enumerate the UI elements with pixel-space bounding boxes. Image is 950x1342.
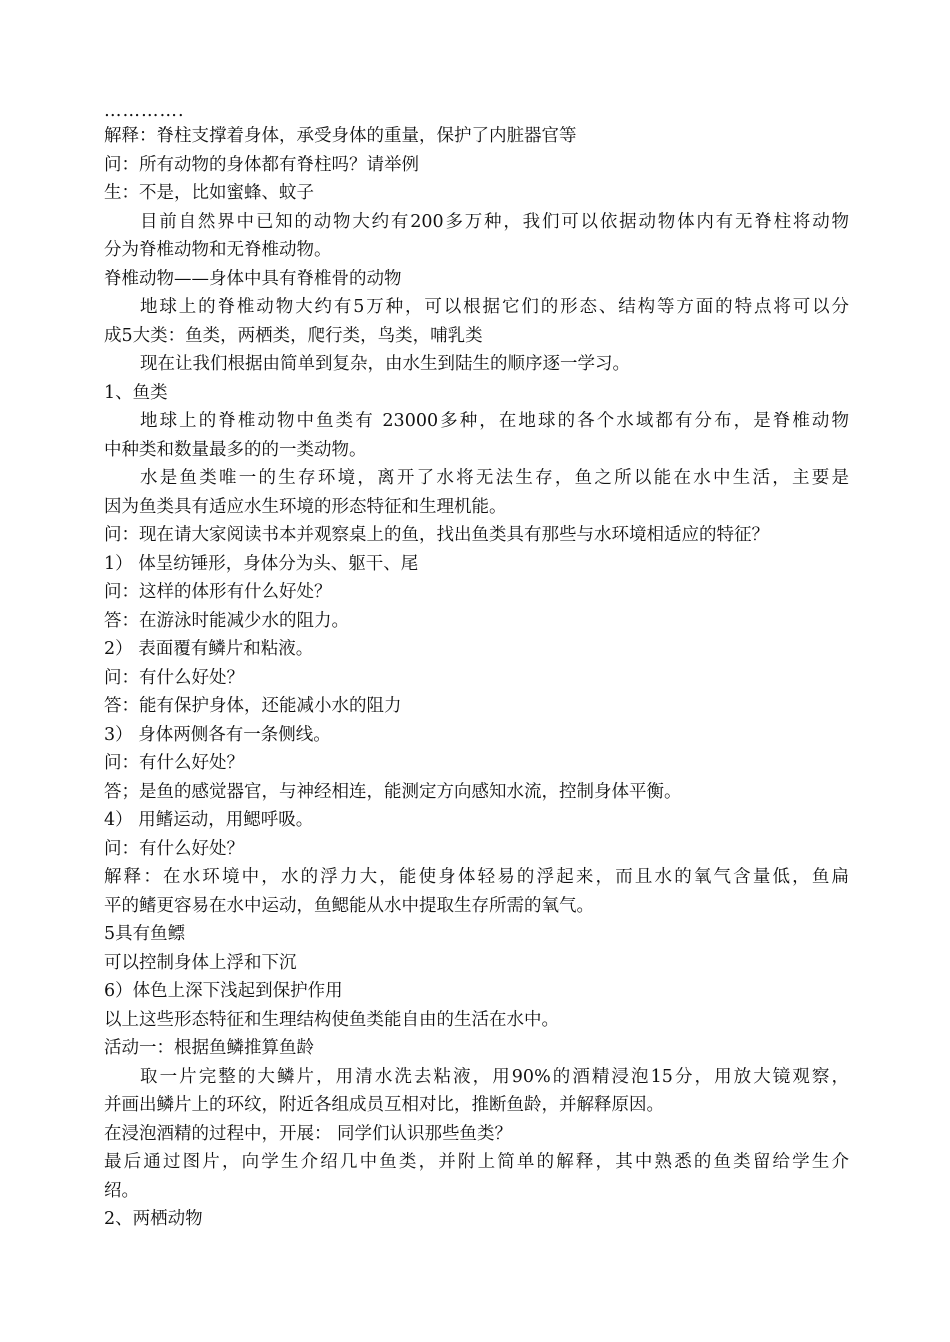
text-line: 5具有鱼鳔: [104, 924, 186, 944]
paragraph-line: 因为鱼类具有适应水生环境的形态特征和生理机能。: [104, 496, 507, 517]
text-line: 脊椎动物——身体中具有脊椎骨的动物: [104, 268, 402, 289]
list-item: 4） 用鳍运动，用鳃呼吸。: [104, 810, 314, 830]
paragraph-line: 分为脊椎动物和无脊椎动物。: [104, 240, 332, 260]
paragraph-line: 绍。: [104, 1180, 139, 1201]
paragraph-line: 水是鱼类唯一的生存环境，离开了水将无法生存，鱼之所以能在水中生活，主要是: [140, 468, 849, 488]
text-line: 问：这样的体形有什么好处？: [104, 582, 332, 602]
text-line: 以上这些形态特征和生理结构使鱼类能自由的生活在水中。: [104, 1009, 559, 1030]
paragraph-line: 并画出鳞片上的环纹，附近各组成员互相对比，推断鱼龄，并解释原因。: [104, 1095, 664, 1115]
text-line: 问：有什么好处？: [104, 667, 244, 688]
text-line: 答；是鱼的感觉器官，与神经相连，能测定方向感知水流，控制身体平衡。: [104, 781, 682, 802]
paragraph-line: 成5大类：鱼类，两栖类，爬行类，鸟类，哺乳类: [104, 325, 483, 346]
paragraph-line: 现在让我们根据由简单到复杂，由水生到陆生的顺序逐一学习。: [140, 354, 630, 374]
text-line: 生：不是，比如蜜蜂、蚊子: [104, 183, 314, 203]
paragraph-line: 地球上的脊椎动物大约有5万种，可以根据它们的形态、结构等方面的特点将可以分: [140, 297, 849, 317]
section-heading: 1、鱼类: [104, 382, 168, 403]
text-line: 6）体色上深下浅起到保护作用: [104, 981, 343, 1001]
text-line: 答：能有保护身体，还能减小水的阻力: [104, 696, 402, 716]
list-item: 1） 体呈纺锤形，身体分为头、躯干、尾: [104, 553, 419, 574]
text-line: 活动一：根据鱼鳞推算鱼龄: [104, 1038, 314, 1058]
paragraph-line: 目前自然界中已知的动物大约有200多万种，我们可以依据动物体内有无脊柱将动物: [140, 211, 849, 232]
paragraph-line: 最后通过图片，向学生介绍几中鱼类，并附上简单的解释，其中熟悉的鱼类留给学生介: [104, 1152, 849, 1172]
paragraph-line: 取一片完整的大鳞片，用清水洗去粘液，用90%的酒精浸泡15分，用放大镜观察，: [140, 1066, 849, 1087]
paragraph-line: 解释：在水环境中，水的浮力大，能使身体轻易的浮起来，而且水的氧气含量低，鱼扁: [104, 867, 849, 887]
paragraph-line: 平的鳍更容易在水中运动，鱼鳃能从水中提取生存所需的氧气。: [104, 895, 594, 916]
section-heading: 2、两栖动物: [104, 1209, 203, 1229]
text-line: 解释：脊柱支撑着身体，承受身体的重量，保护了内脏器官等: [104, 126, 577, 146]
list-item: 2） 表面覆有鳞片和粘液。: [104, 639, 314, 659]
list-item: 3） 身体两侧各有一条侧线。: [104, 724, 331, 745]
text-line: 问：现在请大家阅读书本并观察桌上的鱼，找出鱼类具有那些与水环境相适应的特征？: [104, 525, 769, 545]
text-line: 问：有什么好处？: [104, 838, 244, 859]
text-line: 可以控制身体上浮和下沉: [104, 952, 297, 973]
paragraph-line: 地球上的脊椎动物中鱼类有 23000多种，在地球的各个水域都有分布，是脊椎动物: [140, 411, 849, 431]
text-line: 问：所有动物的身体都有脊柱吗？请举例: [104, 154, 419, 175]
text-line: 在浸泡酒精的过程中，开展： 同学们认识那些鱼类？: [104, 1123, 513, 1144]
paragraph-line: 中种类和数量最多的的一类动物。: [104, 439, 367, 460]
text-line: 答：在游泳时能减少水的阻力。: [104, 610, 349, 631]
ellipsis-line: ………….: [104, 101, 185, 121]
text-line: 问：有什么好处？: [104, 753, 244, 773]
document-page: [104, 100, 849, 1234]
